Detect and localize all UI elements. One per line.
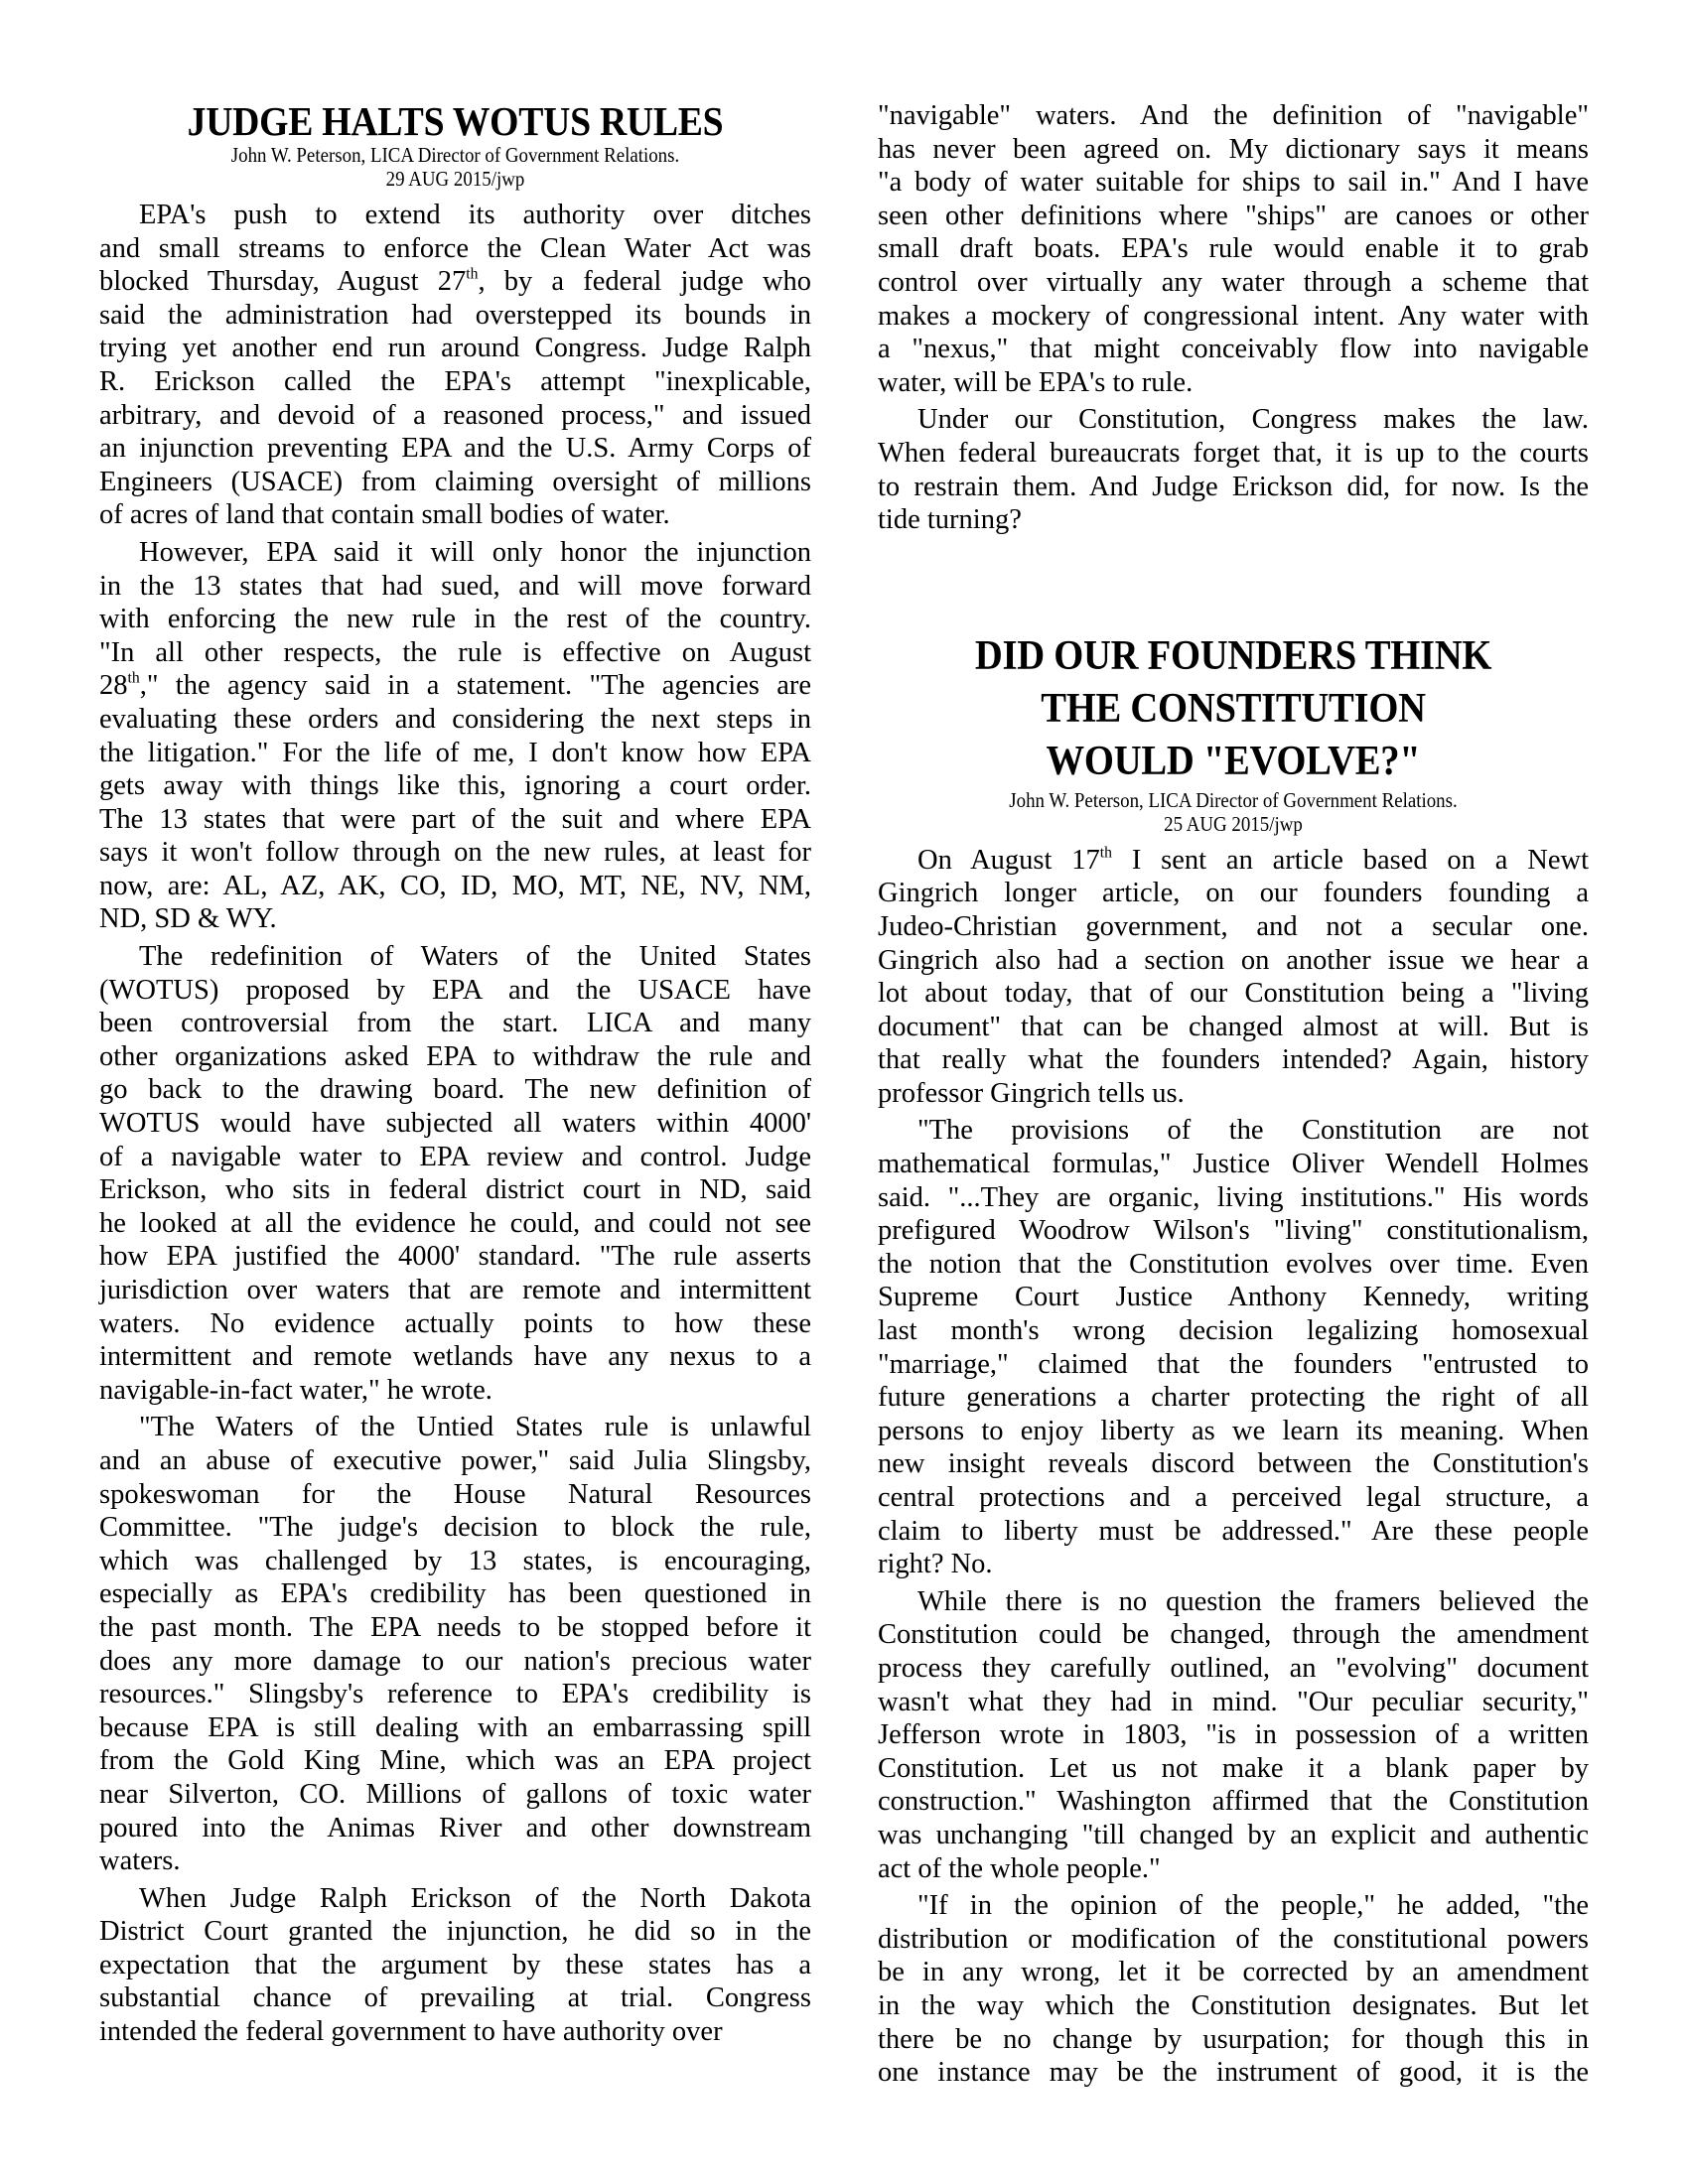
article-2-headline: [907, 630, 1561, 788]
text-line: has never been agreed on. My dictionary says it means: [878, 133, 1589, 165]
article-1-date: 29 AUG 2015/jwp: [385, 167, 525, 191]
text-line: (WOTUS) proposed by EPA and the USACE have: [99, 974, 811, 1006]
paragraph: [99, 199, 811, 532]
text-line: Erickson, who sits in federal district court in ND, said: [99, 1174, 811, 1206]
text-line: because EPA is still dealing with an embarrassing spill: [99, 1711, 811, 1743]
text-line: claim to liberty must be addressed." Are these people: [878, 1515, 1589, 1547]
text-line: Gingrich also had a section on another issue we hear a: [878, 944, 1589, 976]
text-line: Gingrich longer article, on our founders founding a: [878, 878, 1589, 909]
text-line: seen other definitions where "ships" are canoes or other: [878, 200, 1589, 231]
text-line: makes a mockery of congressional intent. Any water with: [878, 300, 1589, 332]
text-line: the past month. The EPA needs to be stopped before it: [99, 1611, 811, 1643]
text-line: a "nexus," that might conceivably flow into navigable: [878, 334, 1589, 365]
article-2-body: [878, 844, 1589, 2090]
text-line: wasn't what they had in mind. "Our peculiar security,": [878, 1686, 1589, 1717]
text-line: he looked at all the evidence he could, and could not see: [99, 1207, 811, 1239]
text-line: The redefinition of Waters of the United States: [139, 941, 811, 973]
text-line: jurisdiction over waters that are remote and intermittent: [99, 1275, 811, 1305]
text-line: Committee. "The judge's decision to block the rule,: [99, 1512, 811, 1544]
text-line: control over virtually any water through a scheme that: [878, 266, 1589, 298]
text-line: other organizations asked EPA to withdraw the rule and: [99, 1040, 811, 1072]
text-line: ND, SD & WY.: [99, 903, 277, 935]
article-1-continuation: [878, 99, 1589, 537]
text-line: intended the federal government to have authority over: [99, 2016, 723, 2048]
text-line: right? No.: [878, 1549, 993, 1580]
text-line: construction." Washington affirmed that the Constitution: [878, 1786, 1589, 1818]
text-line: document" that can be changed almost at will. But is: [878, 1011, 1589, 1042]
text-line: does any more damage to our nation's precious water: [99, 1645, 811, 1677]
text-line: future generations a charter protecting the right of all: [878, 1382, 1589, 1414]
paragraph: [99, 940, 811, 1407]
text-line: gets away with things like this, ignoring a court order.: [99, 770, 811, 802]
text-line: WOTUS would have subjected all waters within 4000': [99, 1108, 811, 1140]
headline-line: DID OUR FOUNDERS THINK: [974, 632, 1492, 679]
text-line: The 13 states that were part of the suit and where EPA: [99, 803, 811, 835]
text-line: of a navigable water to EPA review and control. Judge: [99, 1141, 811, 1172]
text-line: trying yet another end run around Congress. Judge Ralph: [99, 333, 811, 364]
text-line: small draft boats. EPA's rule would enable it to grab: [878, 233, 1589, 265]
text-line: was unchanging "till changed by an explicit and authentic: [878, 1819, 1589, 1850]
right-column: [878, 99, 1589, 2094]
text-line: process they carefully outlined, an "evolving" document: [878, 1652, 1589, 1684]
text-line: one instance may be the instrument of good, it is the: [878, 2057, 1589, 2089]
article-1-byline: John W. Peterson, LICA Director of Government Relations.: [230, 143, 680, 167]
text-line: When Judge Ralph Erickson of the North Dakota: [139, 1882, 811, 1914]
text-line: with enforcing the new rule in the rest of the country.: [99, 604, 811, 635]
text-line: mathematical formulas," Justice Oliver Wendell Holmes: [878, 1149, 1589, 1180]
text-line: spokeswoman for the House Natural Resources: [99, 1478, 811, 1510]
text-line: When federal bureaucrats forget that, it is up to the courts: [878, 437, 1589, 469]
text-line: central protections and a perceived legal structure, a: [878, 1482, 1589, 1513]
text-line: in the way which the Constitution designates. But let: [878, 1989, 1589, 2021]
text-line: act of the whole people.": [878, 1852, 1161, 1884]
text-line: Jefferson wrote in 1803, "is in possession of a written: [878, 1719, 1589, 1751]
text-line: said. "...They are organic, living institutions." His words: [878, 1181, 1589, 1213]
text-line: especially as EPA's credibility has been questioned in: [99, 1578, 811, 1610]
text-line: "marriage," claimed that the founders "entrusted to: [878, 1348, 1589, 1380]
text-line: "a body of water suitable for ships to sail in." And I have: [878, 167, 1589, 199]
text-line: says it won't follow through on the new rules, at least for: [99, 837, 811, 869]
paragraph: [878, 1889, 1589, 2090]
text-line: how EPA justified the 4000' standard. "The rule asserts: [99, 1241, 811, 1273]
article-2-byline: John W. Peterson, LICA Director of Government Relations.: [1009, 787, 1458, 812]
text-line: new insight reveals discord between the Constitution's: [878, 1448, 1589, 1480]
text-line: "In all other respects, the rule is effective on August: [99, 636, 811, 668]
text-line: District Court granted the injunction, he did so in the: [99, 1916, 811, 1948]
headline-line: WOULD "EVOLVE?": [1046, 738, 1421, 784]
text-line: there be no change by usurpation; for though this in: [878, 2023, 1589, 2055]
text-line: blocked Thursday, August 27th, by a federal judge who: [99, 265, 812, 298]
text-line: "The provisions of the Constitution are not: [917, 1115, 1589, 1147]
article-1-body: [99, 199, 811, 2049]
text-line: said the administration had overstepped its bounds in: [99, 299, 811, 331]
headline-line: JUDGE HALTS WOTUS RULES: [187, 98, 724, 144]
text-line: On August 17th I sent an article based on a Newt: [917, 843, 1589, 876]
text-line: water, will be EPA's to rule.: [878, 366, 1194, 398]
text-line: tide turning?: [878, 504, 1022, 536]
text-line: and an abuse of executive power," said Julia Slingsby,: [99, 1444, 811, 1476]
article-separator: [878, 541, 1589, 630]
text-line: the notion that the Constitution evolves over time. Even: [878, 1248, 1589, 1280]
text-line: been controversial from the start. LICA and many: [99, 1008, 811, 1039]
text-line: navigable-in-fact water," he wrote.: [99, 1374, 492, 1406]
text-line: of acres of land that contain small bodies of water.: [99, 499, 670, 531]
text-line: professor Gingrich tells us.: [878, 1077, 1185, 1109]
text-line: distribution or modification of the constitutional powers: [878, 1923, 1589, 1955]
text-line: and small streams to enforce the Clean Water Act was: [99, 232, 811, 264]
text-line: substantial chance of prevailing at trial. Congress: [99, 1982, 811, 2014]
text-line: However, EPA said it will only honor the injunction: [139, 536, 811, 568]
text-line: that really what the founders intended? Again, history: [878, 1044, 1589, 1076]
text-line: go back to the drawing board. The new definition of: [99, 1074, 811, 1106]
text-line: arbitrary, and devoid of a reasoned process," and issued: [99, 399, 811, 431]
paragraph: [99, 1882, 811, 2049]
text-line: expectation that the argument by these states has a: [99, 1949, 811, 1980]
text-line: the litigation." For the life of me, I don't know how EPA: [99, 737, 811, 768]
text-line: from the Gold King Mine, which was an EPA project: [99, 1745, 811, 1777]
text-line: which was challenged by 13 states, is encouraging,: [99, 1545, 811, 1576]
text-line: last month's wrong decision legalizing homosexual: [878, 1315, 1589, 1347]
text-line: "If in the opinion of the people," he added, "the: [917, 1890, 1589, 1922]
text-line: Judeo-Christian government, and not a secular one.: [878, 910, 1589, 942]
text-line: R. Erickson called the EPA's attempt "inexplicable,: [99, 365, 811, 397]
text-line: 28th," the agency said in a statement. "The agencies are: [99, 669, 811, 702]
paragraph: [878, 403, 1589, 536]
text-line: Engineers (USACE) from claiming oversight of millions: [99, 466, 811, 497]
paragraph: [99, 1411, 811, 1877]
text-line: Constitution could be changed, through the amendment: [878, 1619, 1589, 1651]
text-line: in the 13 states that had sued, and will move forward: [99, 570, 811, 602]
text-line: waters.: [99, 1845, 181, 1877]
text-line: Under our Constitution, Congress makes the law.: [917, 404, 1589, 436]
left-column: [99, 99, 811, 2053]
text-line: waters. No evidence actually points to how these: [99, 1307, 811, 1339]
paragraph: [878, 99, 1589, 399]
paragraph: [878, 1585, 1589, 1885]
text-line: "The Waters of the Untied States rule is unlawful: [139, 1412, 811, 1443]
text-line: poured into the Animas River and other downstream: [99, 1812, 811, 1843]
text-line: now, are: AL, AZ, AK, CO, ID, MO, MT, NE, NV, NM,: [99, 870, 811, 901]
text-line: EPA's push to extend its authority over ditches: [139, 200, 811, 230]
text-line: evaluating these orders and considering the next steps in: [99, 703, 811, 735]
text-line: near Silverton, CO. Millions of gallons of toxic water: [99, 1778, 811, 1810]
article-2-date: 25 AUG 2015/jwp: [1164, 811, 1303, 836]
text-line: an injunction preventing EPA and the U.S. Army Corps of: [99, 433, 811, 465]
text-line: lot about today, that of our Constitution being a "living: [878, 978, 1589, 1010]
article-1-headline: [128, 99, 783, 143]
text-line: "navigable" waters. And the definition of "navigable": [878, 100, 1589, 131]
text-line: While there is no question the framers believed the: [917, 1585, 1589, 1617]
text-line: to restrain them. And Judge Erickson did, for now. Is the: [878, 471, 1589, 502]
text-line: intermittent and remote wetlands have any nexus to a: [99, 1341, 811, 1373]
text-line: prefigured Woodrow Wilson's "living" constitutionalism,: [878, 1215, 1589, 1247]
text-line: resources." Slingsby's reference to EPA's credibility is: [99, 1679, 811, 1710]
text-line: be in any wrong, let it be corrected by an amendment: [878, 1957, 1589, 1988]
text-line: Supreme Court Justice Anthony Kennedy, writing: [878, 1282, 1589, 1313]
paragraph: [878, 1114, 1589, 1580]
paragraph: [99, 536, 811, 936]
headline-line: THE CONSTITUTION: [1041, 685, 1426, 732]
paragraph: [878, 844, 1589, 1111]
text-line: Constitution. Let us not make it a blank paper by: [878, 1752, 1589, 1784]
text-line: persons to enjoy liberty as we learn its meaning. When: [878, 1415, 1589, 1446]
